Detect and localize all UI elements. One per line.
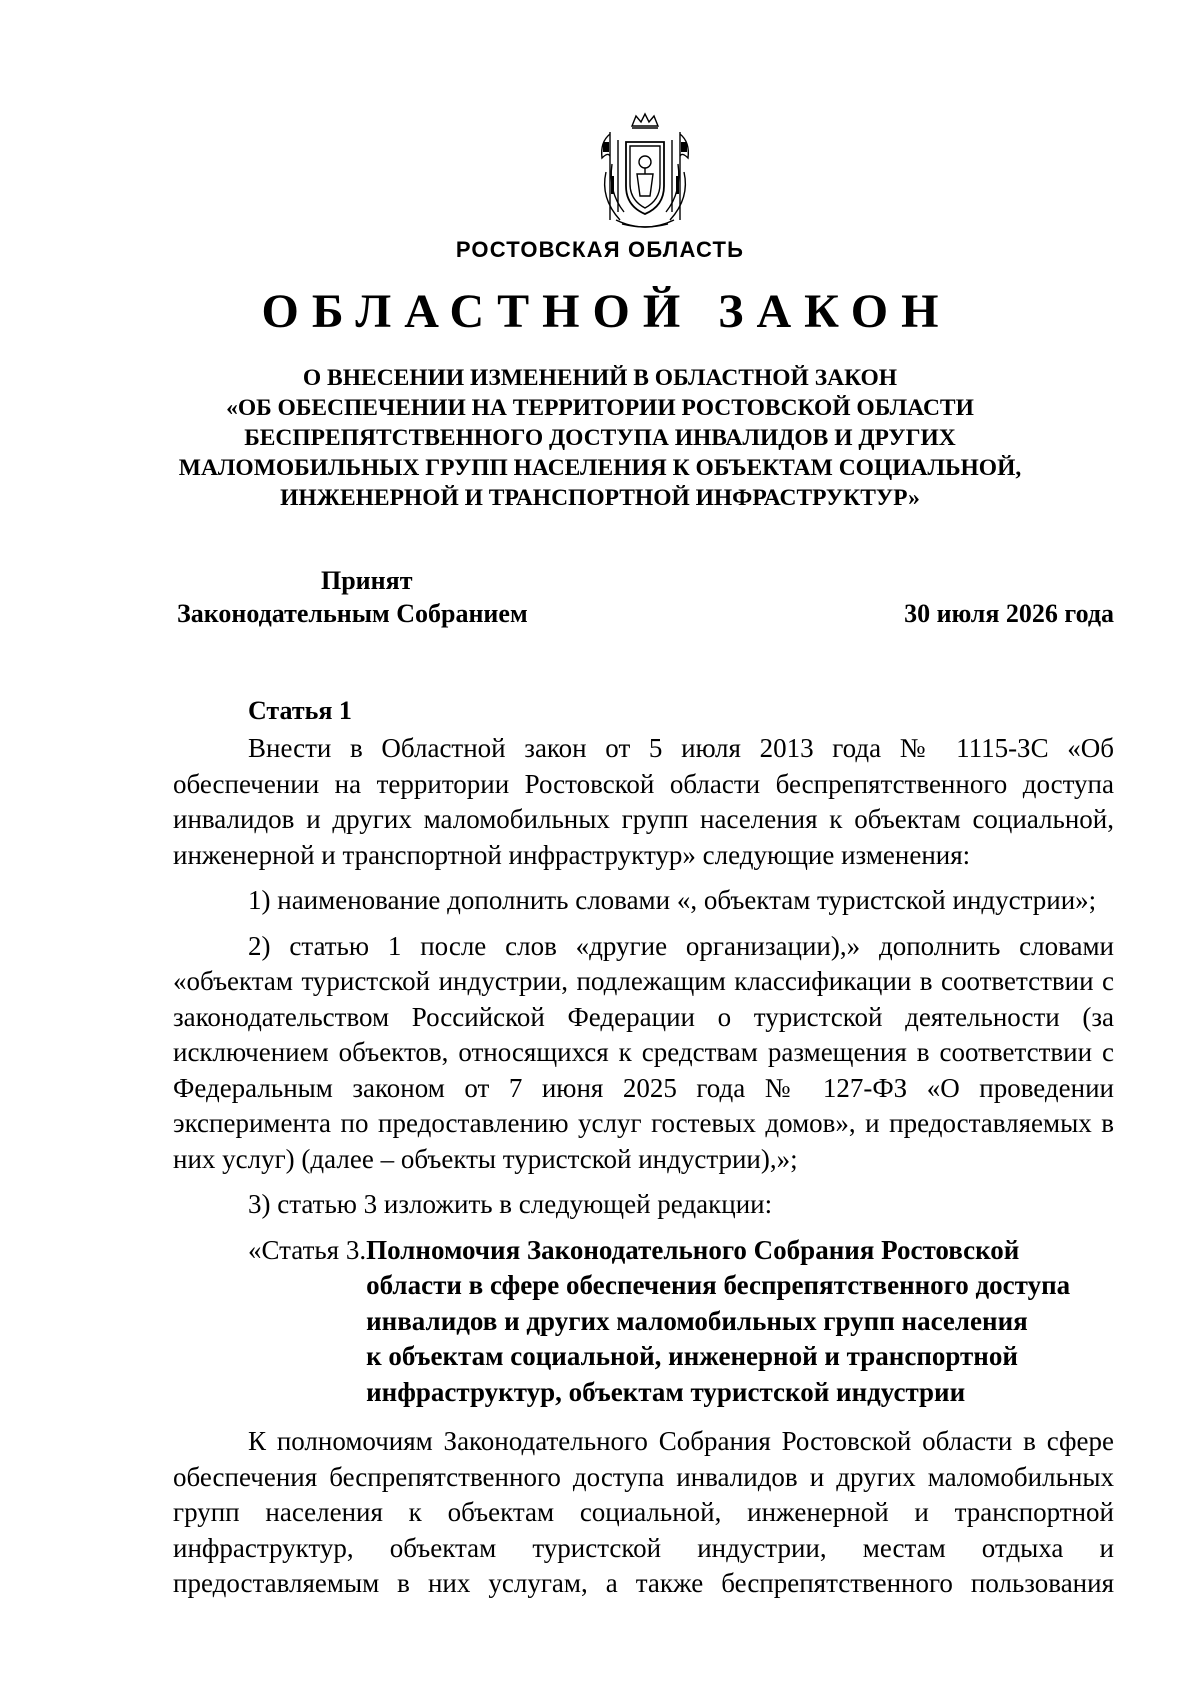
- article-3-title-line: инвалидов и других маломобильных групп населения: [366, 1305, 1028, 1336]
- subtitle-line: «ОБ ОБЕСПЕЧЕНИИ НА ТЕРРИТОРИИ РОСТОВСКОЙ ОБЛАСТИ: [226, 395, 974, 421]
- amendment-item-3: 3) статью 3 изложить в следующей редакции:: [248, 1189, 773, 1219]
- article-intro: Внести в Областной закон от 5 июля 2013 года № 1115-ЗС «Об обеспечении на территории Ростовской области беспрепятственного доступа инвалидов и других маломобильных групп населения к объектам социальной, инженерной и транспортной инфраструктур» следующие изменения:: [173, 733, 1114, 870]
- adoption-date: 30 июля 2026 года: [904, 599, 1114, 628]
- article-3-text: К полномочиям Законодательного Собрания Ростовской области в сфере обеспечения беспрепятственного доступа инвалидов и других маломобильных групп населения к объектам социальной, инженерной и транспортной инфраструктур, объектам туристской индустрии, местам отдыха и предоставляемым в них услугам, а также беспрепятственного пользования: [173, 1426, 1114, 1598]
- amendment-item-2: 2) статью 1 после слов «другие организации),» дополнить словами «объектам туристской индустрии, подлежащим классификации в соответствии с законодательством Российской Федерации о туристской деятельности (за исключением объектов, относящихся к средствам размещения в соответствии с Федеральным законом от 7 июня 2025 года № 127-ФЗ «О проведении эксперимента по предоставлению услуг гостевых домов», и предоставляемых в них услуг) (далее – объекты туристской индустрии),»;: [173, 930, 1114, 1174]
- article-3-prefix: «Статья 3.: [248, 1234, 367, 1265]
- subtitle-line: МАЛОМОБИЛЬНЫХ ГРУПП НАСЕЛЕНИЯ К ОБЪЕКТАМ СОЦИАЛЬНОЙ,: [178, 455, 1022, 481]
- article-3-title-line: к объектам социальной, инженерной и транспортной: [366, 1341, 1018, 1371]
- article-3-title: [366, 1233, 1070, 1411]
- coat-of-arms-icon: [590, 112, 700, 234]
- adopted-label: Принят: [321, 566, 413, 595]
- adopted-by: Законодательным Собранием: [177, 599, 528, 628]
- law-type-title: ОБЛАСТНОЙ ЗАКОН: [261, 285, 952, 338]
- article-3-title-line: области в сфере обеспечения беспрепятственного доступа: [366, 1270, 1071, 1300]
- article-3-title-line: инфраструктур, объектам туристской индустрии: [366, 1376, 966, 1407]
- subtitle-line: О ВНЕСЕНИИ ИЗМЕНЕНИЙ В ОБЛАСТНОЙ ЗАКОН: [302, 365, 898, 391]
- subtitle-line: БЕСПРЕПЯТСТВЕННОГО ДОСТУПА ИНВАЛИДОВ И ДРУГИХ: [244, 425, 956, 451]
- article-body: [173, 731, 1114, 1602]
- new-article-3-heading: [173, 1233, 1114, 1411]
- article-3-title-line: Полномочия Законодательного Собрания Ростовской: [366, 1234, 1020, 1265]
- region-name: РОСТОВСКАЯ ОБЛАСТЬ: [455, 237, 745, 262]
- amendment-item-1: 1) наименование дополнить словами «, объектам туристской индустрии»;: [248, 885, 1097, 915]
- law-subtitle: [140, 363, 1060, 513]
- article-heading: Статья 1: [248, 696, 352, 725]
- subtitle-line: ИНЖЕНЕРНОЙ И ТРАНСПОРТНОЙ ИНФРАСТРУКТУР»: [280, 485, 920, 511]
